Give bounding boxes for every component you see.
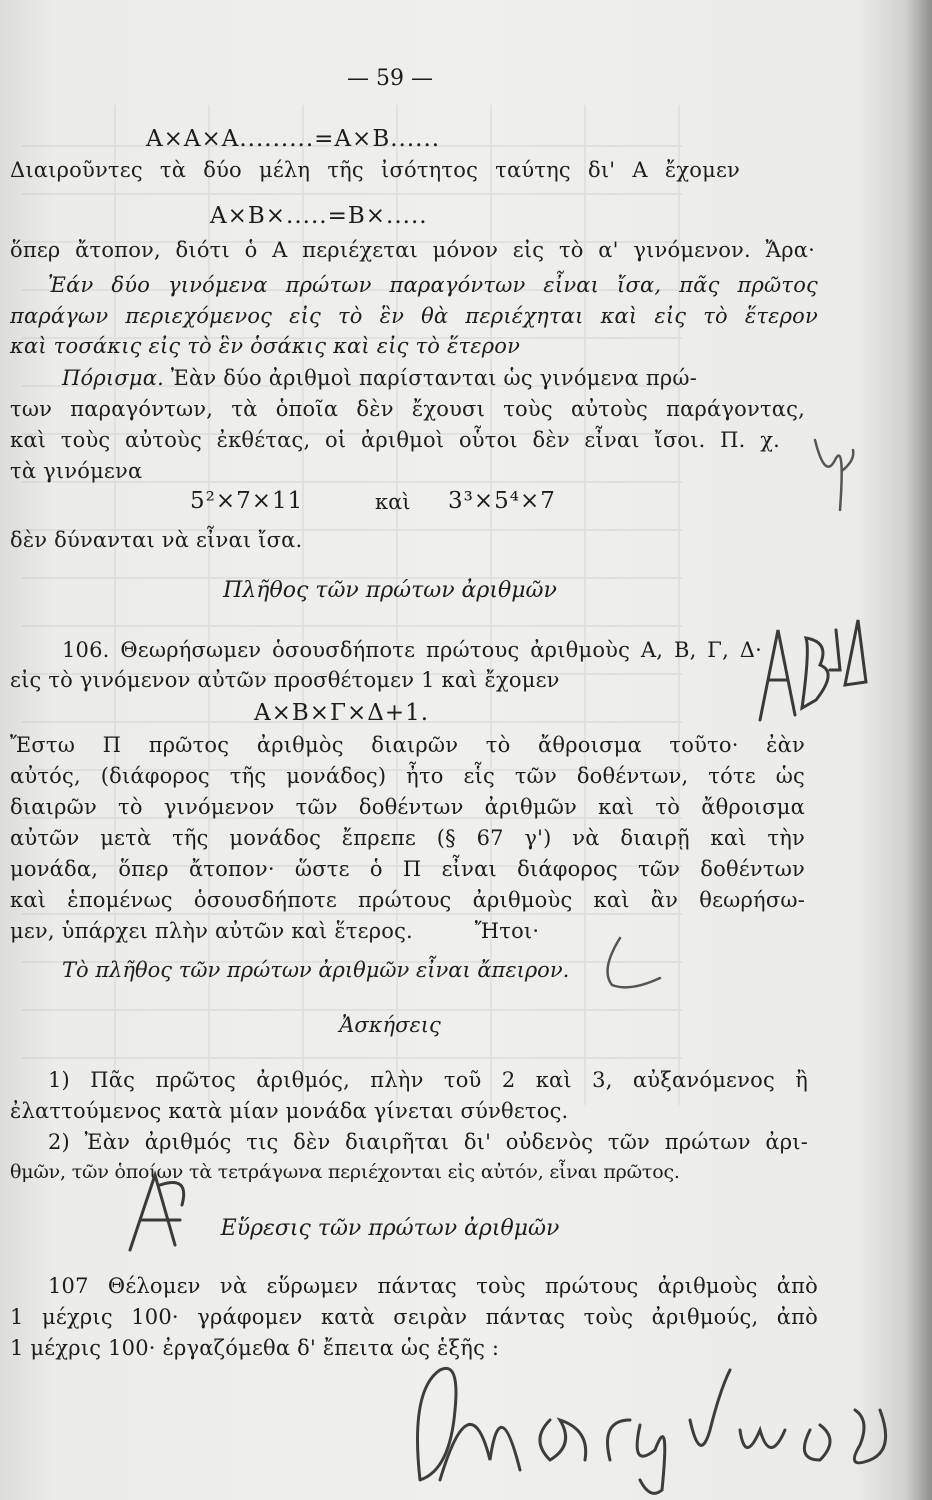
text-line: διαιρῶν τὸ γινόμενον τῶν δοθέντων ἀριθμῶν καὶ τὸ ἄθροισμα [10, 795, 805, 819]
text-line: τὰ γινόμενα [10, 459, 143, 483]
theorem-line: παράγων περιεχόμενος εἰς τὸ ἓν θὰ περιέχηται καὶ εἰς τὸ ἕτερον [10, 304, 818, 328]
equation-3b: 3³×5⁴×7 [448, 488, 556, 514]
equation-1: A×A×A.........=A×B...... [146, 126, 441, 152]
exercise-line: ἐλαττούμενος κατὰ μίαν μονάδα γίνεται σύνθετος. [10, 1099, 569, 1123]
text-line: δὲν δύνανται νὰ εἶναι ἴσα. [10, 528, 303, 552]
handwritten-tick-mark [590, 930, 670, 1000]
theorem-line: καὶ τοσάκις εἰς τὸ ἓν ὁσάκις καὶ εἰς τὸ ἕτερον [10, 334, 521, 358]
text-line: αὐτός, (διάφορος τῆς μονάδος) ἦτο εἷς τῶν δοθέντων, τότε ὡς [10, 764, 805, 788]
handwritten-margin-note [740, 610, 870, 730]
text-line: ὅπερ ἄτοπον, διότι ὁ A περιέχεται μόνον εἰς τὸ α' γινόμενον. Ἄρα· [10, 238, 815, 262]
text-line: αὐτῶν μετὰ τῆς μονάδος ἔπρεπε (§ 67 γ') νὰ διαιρῇ καὶ τὴν [10, 826, 805, 850]
equation-4: A×B×Γ×Δ+1. [254, 700, 430, 726]
text-line: καὶ τοὺς αὐτοὺς ἐκθέτας, οἱ ἀριθμοὶ οὗτοι δὲν εἶναι ἴσοι. Π. χ. [10, 428, 780, 452]
section-heading-finding-primes: Εὕρεσις τῶν πρώτων ἀριθμῶν [220, 1216, 560, 1241]
equation-3a: 5²×7×11 [190, 488, 304, 514]
exercise-line: 1) Πᾶς πρῶτος ἀριθμός, πλὴν τοῦ 2 καὶ 3, αὐξανόμενος ἢ [48, 1068, 808, 1092]
text-line: Ἔστω Π πρῶτος ἀριθμὸς διαιρῶν τὸ ἄθροισμα τοῦτο· ἐὰν [10, 733, 805, 757]
section-heading-primes-count: Πλῆθος τῶν πρώτων ἀριθμῶν [223, 578, 557, 603]
text-line: Διαιροῦντες τὰ δύο μέλη τῆς ἰσότητος ταύτης δι' A ἔχομεν [10, 158, 740, 182]
section-heading-exercises: Ἀσκήσεις [339, 1013, 441, 1037]
conclusion-statement: Τὸ πλῆθος τῶν πρώτων ἀριθμῶν εἶναι ἄπειρον. [62, 958, 570, 982]
exercise-line: 2) Ἐὰν ἀριθμός τις δὲν διαιρῆται δι' οὐδενὸς τῶν πρώτων ἀρι- [48, 1130, 808, 1154]
text-segment: μεν, ὑπάρχει πλὴν αὐτῶν καὶ ἕτερος. [10, 919, 413, 943]
corollary-label: Πόρισμα. [62, 366, 164, 390]
text-line: εἰς τὸ γινόμενον αὐτῶν προσθέτομεν 1 καὶ ἔχομεν [10, 668, 560, 692]
equation-2: A×B×.....=B×..... [210, 203, 428, 229]
exercise-line: θμῶν, τῶν ὁποίων τὰ τετράγωνα περιέχονται εἰς αὐτόν, εἶναι πρῶτος. [10, 1161, 680, 1183]
handwritten-signature [400, 1350, 910, 1500]
theorem-line: Ἐάν δύο γινόμενα πρώτων παραγόντων εἶναι ἴσα, πᾶς πρῶτος [48, 273, 818, 297]
equation-3-and: καὶ [375, 490, 411, 514]
page-number: — 59 — [347, 66, 433, 91]
handwritten-initial [120, 1165, 200, 1255]
handwritten-scribble [805, 420, 865, 520]
text-line: 106. Θεωρήσωμεν ὁσουσδήποτε πρώτους ἀριθμοὺς A, B, Γ, Δ· [62, 638, 762, 662]
corollary-text: Ἐὰν δύο ἀριθμοὶ παρίστανται ὡς γινόμενα πρώ- [170, 366, 697, 390]
text-line: 1 μέχρις 100· γράφομεν κατὰ σειρὰν πάντας τοὺς ἀριθμούς, ἀπὸ [10, 1305, 818, 1329]
text-line: 107 Θέλομεν νὰ εὕρωμεν πάντας τοὺς πρώτους ἀριθμοὺς ἀπὸ [48, 1274, 818, 1298]
text-line [10, 921, 790, 942]
text-line: καὶ ἑπομένως ὁσουσδήποτε πρώτους ἀριθμοὺς καὶ ἂν θεωρήσω- [10, 888, 805, 912]
text-segment: Ἤτοι· [474, 919, 540, 943]
text-line: μονάδα, ὅπερ ἄτοπον· ὥστε ὁ Π εἶναι διάφορος τῶν δοθέντων [10, 857, 805, 881]
page-edge-shadow [906, 0, 932, 1500]
text-line: 1 μέχρις 100· ἐργαζόμεθα δ' ἔπειτα ὡς ἑξῆς : [10, 1336, 500, 1360]
text-line: των παραγόντων, τὰ ὁποῖα δὲν ἔχουσι τοὺς αὐτοὺς παράγοντας, [10, 397, 805, 421]
corollary-line [62, 368, 802, 389]
